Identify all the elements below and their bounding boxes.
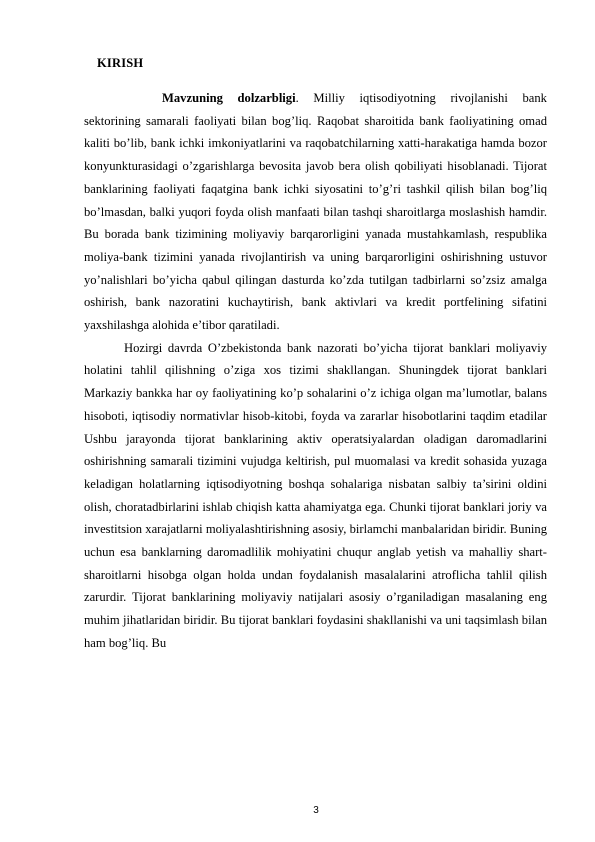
- paragraph-current-state: Hozirgi davrda O’zbekistonda bank nazorati bo’yicha tijorat banklari moliyaviy holatini tahlil qilishning o’ziga xos tizimi shakllangan. Shuningdek tijorat banklari Markaziy bankka har oy faoliyatining ko’p sohalarini o’z ichiga olgan ma’lumotlar, balans hisoboti, iqtisodiy normativlar hisob-kitobi, foyda va zararlar hisobotlarini taqdim etadilar Ushbu jarayonda tijorat banklarining aktiv operatsiyalardan oladigan daromadlarini oshirishning samarali tizimini vujudga keltirish, pul muomalasi va kredit sohasida yuzaga keladigan holatlarning iqtisodiyotning boshqa sohalariga nisbatan salbiy ta’sirini oldini olish, choratadbirlarini ishlab chiqish katta ahamiyatga ega. Chunki tijorat banklari joriy va investitsion xarajatlarni moliyalashtirishning asosiy, birlamchi manbalaridan biridir. Buning uchun esa banklarning daromadlilik mohiyatini chuqur anglab yetish va mahalliy shart-sharoitlarni hisobga olgan holda undan foydalanish masalalarini atroflicha tahlil qilish zarurdir. Tijorat banklarining moliyaviy natijalari asosiy o’rganiladigan masalaning eng muhim jihatlaridan biridir. Bu tijorat banklari foydasini shakllanishi va uni taqsimlash bilan ham bog’liq. Bu: [84, 340, 547, 650]
- page-number: 3: [313, 805, 319, 816]
- body-text: [84, 87, 547, 655]
- paragraph-relevance: [84, 87, 547, 337]
- paragraph-text: . Milliy iqtisodiyotning rivojlanishi bank sektorining samarali faoliyati bilan bog’liq. Raqobat sharoitida bank faoliyatining omad kaliti bo’lib, bank ichki imkoniyatlarini va raqobatchilarning xatti-harakatiga hamda bozor konyunkturasidagi o’zgarishlarga bevosita javob bera olish qobiliyati hisoblanadi. Tijorat banklarining faoliyati faqatgina bank ichki siyosatini to’g’ri tashkil qilish bilan bog’liq bo’lmasdan, balki yuqori foyda olish manfaati bilan tashqi sharoitlarga moslashish hamdir. Bu borada bank tizimining moliyaviy barqarorligini yanada mustahkamlash, respublika moliya-bank tizimini yanada rivojlantirish va uning barqarorligini oshirishning ustuvor yo’nalishlari bo’yicha qabul qilingan dasturda ko’zda tutilgan tadbirlarni so’zsiz amalga oshirish, bank nazoratini kuchaytirish, bank aktivlari va kredit portfelining sifatini yaxshilashga alohida e’tibor qaratiladi.: [84, 91, 547, 333]
- paragraph-lead: Mavzuning dolzarbligi: [162, 91, 296, 105]
- section-heading: KIRISH: [97, 56, 144, 70]
